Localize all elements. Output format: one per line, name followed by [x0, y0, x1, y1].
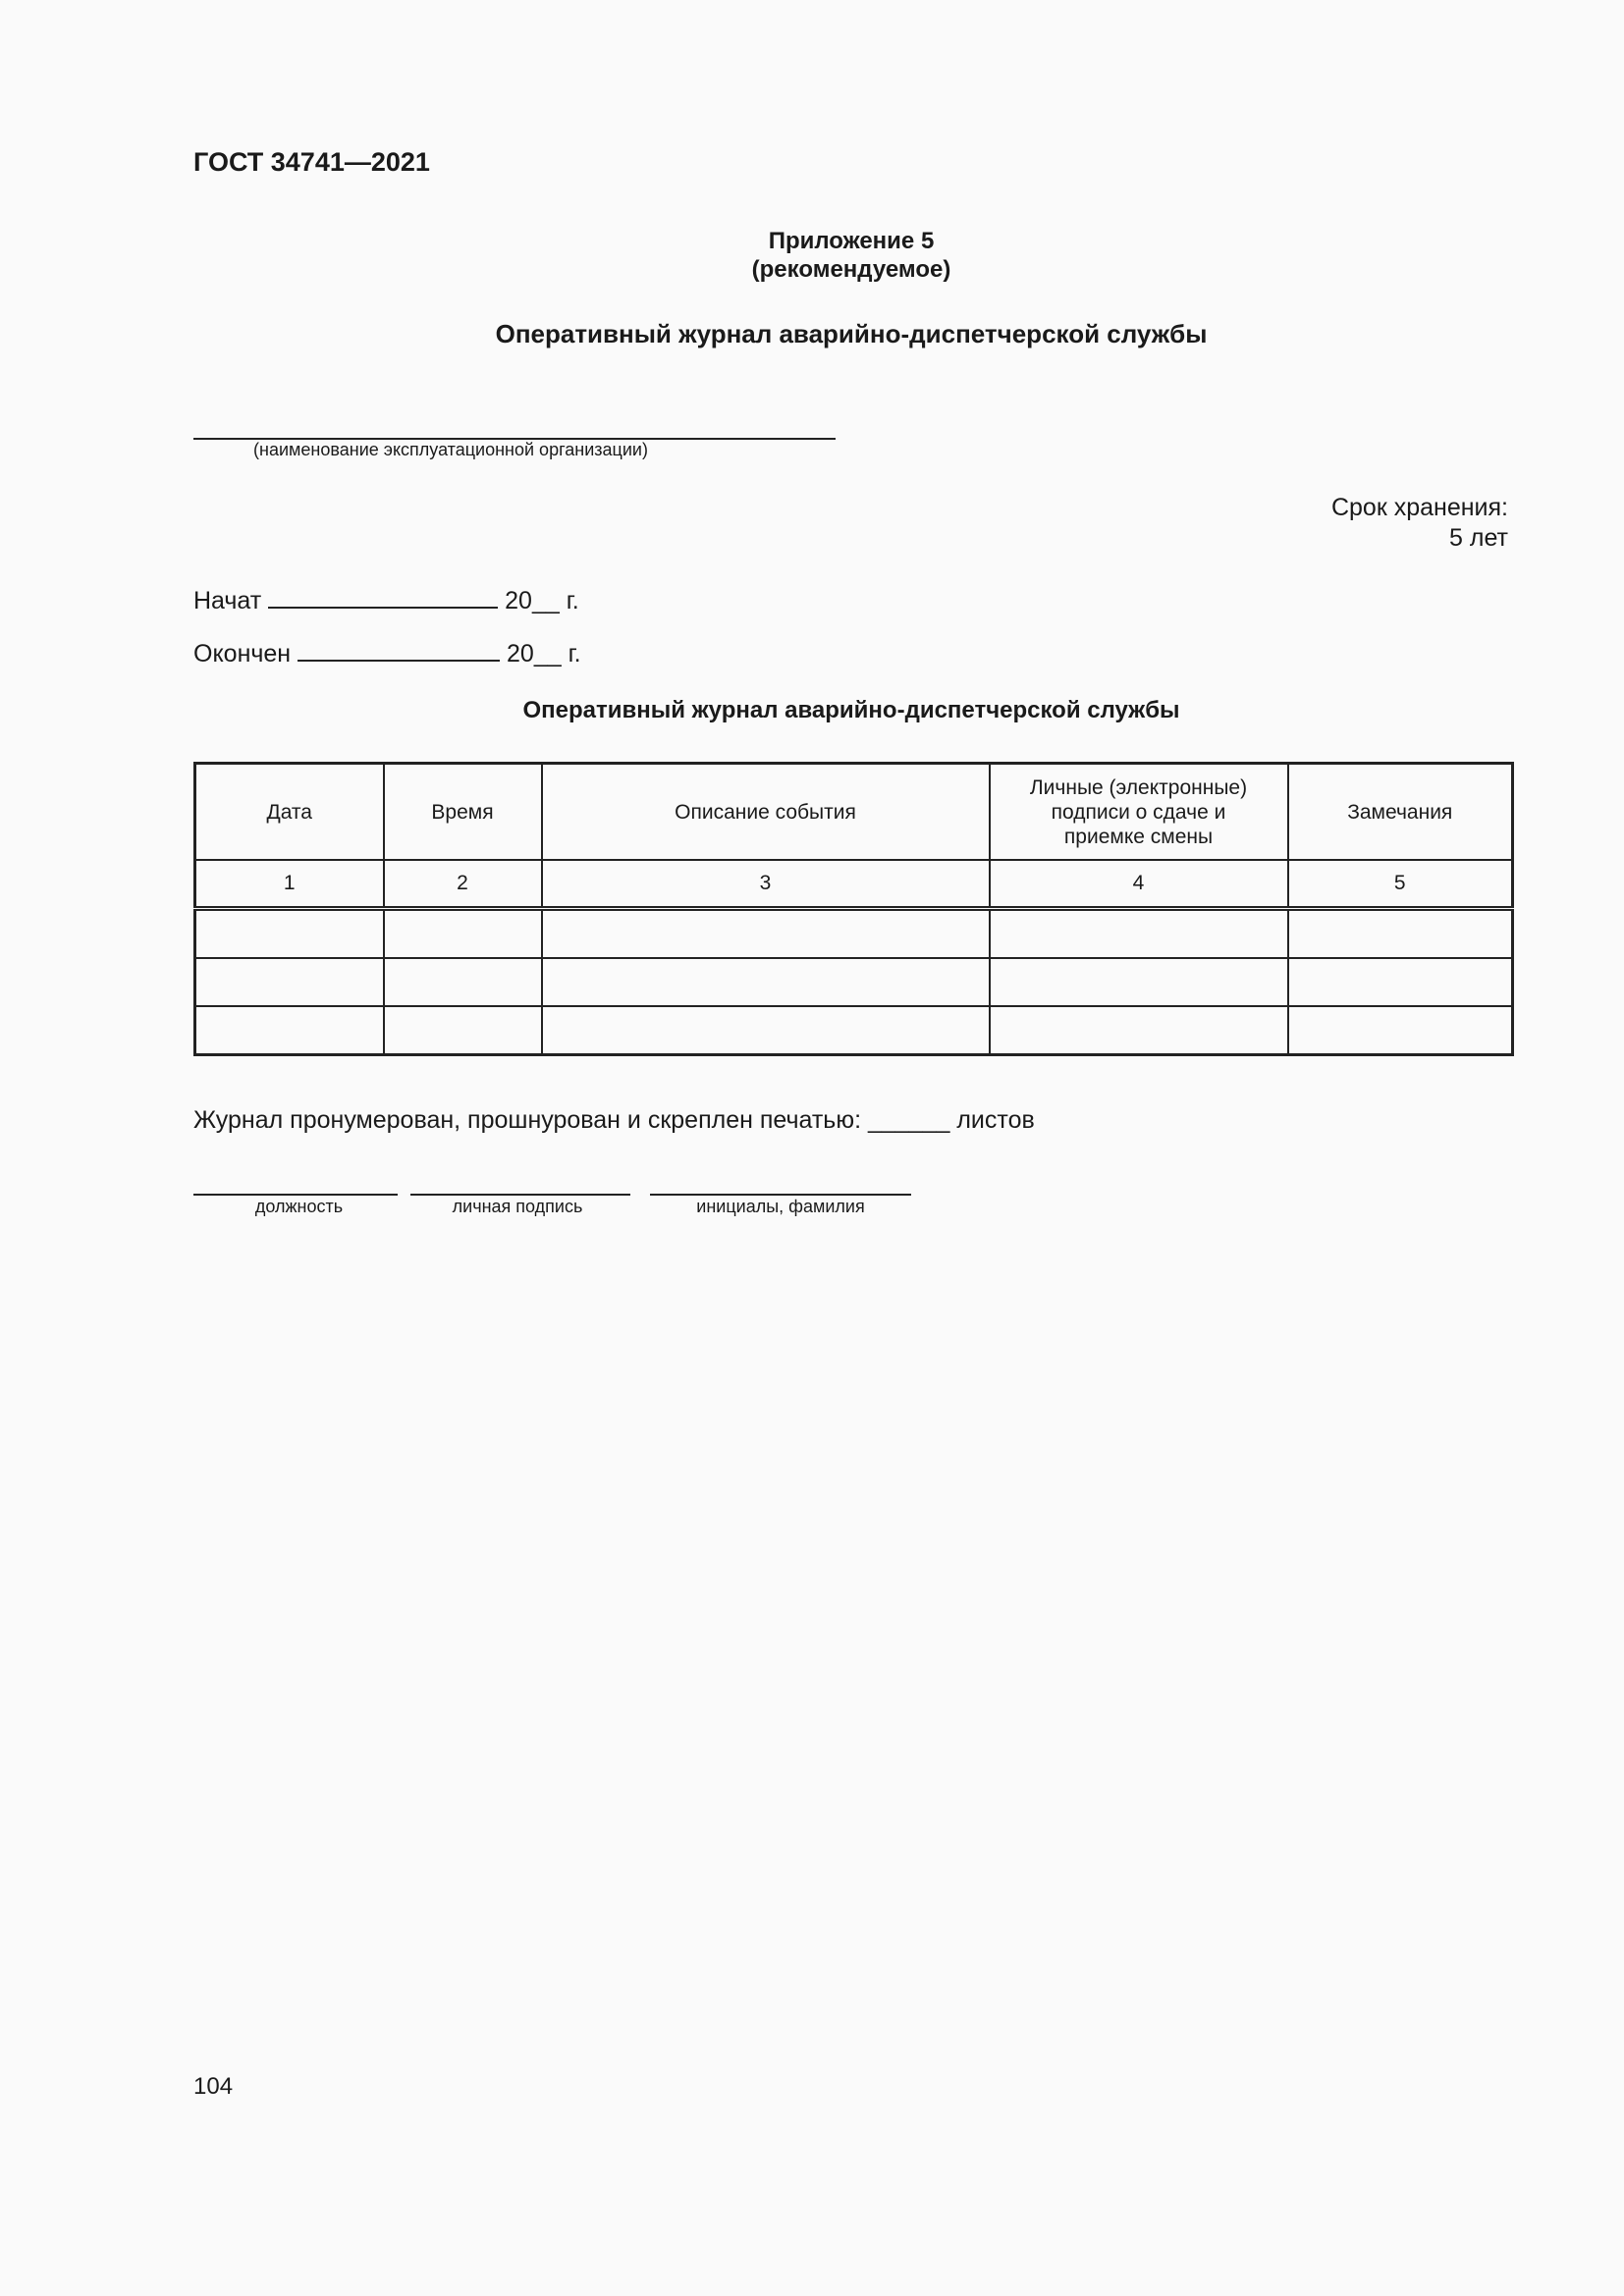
table-cell: [542, 909, 990, 959]
table-cell: [384, 1006, 542, 1055]
table-row: [195, 958, 1513, 1006]
table-cell: [384, 909, 542, 959]
storage-period: [1331, 493, 1508, 554]
table-cell: [990, 1006, 1288, 1055]
header-cell-remarks: Замечания: [1288, 764, 1513, 861]
column-number: 5: [1288, 860, 1513, 909]
name-line: [650, 1194, 911, 1196]
journal-table: [193, 762, 1514, 1056]
column-number: 3: [542, 860, 990, 909]
start-blank: [268, 583, 498, 609]
position-caption: должность: [254, 1197, 344, 1216]
signature-caption: личная подпись: [452, 1197, 583, 1216]
start-suffix: 20__ г.: [505, 587, 579, 614]
start-date-field: [193, 583, 579, 615]
end-label: Окончен: [193, 640, 292, 667]
standard-code: ГОСТ 34741—2021: [193, 147, 430, 177]
header-cell-time: Время: [384, 764, 542, 861]
stitched-statement: Журнал пронумерован, прошнурован и скреплен печатью: ______ листов: [193, 1106, 1035, 1134]
appendix-status: (рекомендуемое): [751, 256, 951, 283]
column-number: 1: [195, 860, 384, 909]
header-cell-signatures: Личные (электронные) подписи о сдаче и приемке смены: [990, 764, 1288, 861]
table-cell: [1288, 909, 1513, 959]
position-line: [193, 1194, 398, 1196]
header-row: [195, 764, 1513, 861]
table-cell: [990, 958, 1288, 1006]
header-cell-date: Дата: [195, 764, 384, 861]
name-caption: инициалы, фамилия: [696, 1197, 865, 1216]
end-blank: [298, 636, 500, 662]
storage-label: Срок хранения:: [1330, 494, 1508, 521]
table-cell: [1288, 1006, 1513, 1055]
start-label: Начат: [193, 587, 262, 614]
column-number: 2: [384, 860, 542, 909]
table-cell: [384, 958, 542, 1006]
end-suffix: 20__ г.: [507, 640, 581, 667]
number-row: [195, 860, 1513, 909]
table-cell: [990, 909, 1288, 959]
table-cell: [1288, 958, 1513, 1006]
table-cell: [195, 909, 384, 959]
organization-caption: (наименование эксплуатационной организации): [253, 440, 648, 459]
table-cell: [542, 1006, 990, 1055]
table-row: [195, 909, 1513, 959]
storage-value: 5 лет: [1449, 524, 1508, 552]
page-number: 104: [193, 2073, 234, 2100]
table-cell: [195, 1006, 384, 1055]
table-cell: [542, 958, 990, 1006]
table-title: Оперативный журнал аварийно-диспетчерской службы: [522, 697, 1180, 723]
column-number: 4: [990, 860, 1288, 909]
end-date-field: [193, 636, 581, 668]
document-title: Оперативный журнал аварийно-диспетчерской службы: [495, 319, 1208, 348]
header-cell-description: Описание события: [542, 764, 990, 861]
table-row: [195, 1006, 1513, 1055]
appendix-title: Приложение 5: [768, 228, 935, 254]
table-cell: [195, 958, 384, 1006]
signature-line: [410, 1194, 630, 1196]
